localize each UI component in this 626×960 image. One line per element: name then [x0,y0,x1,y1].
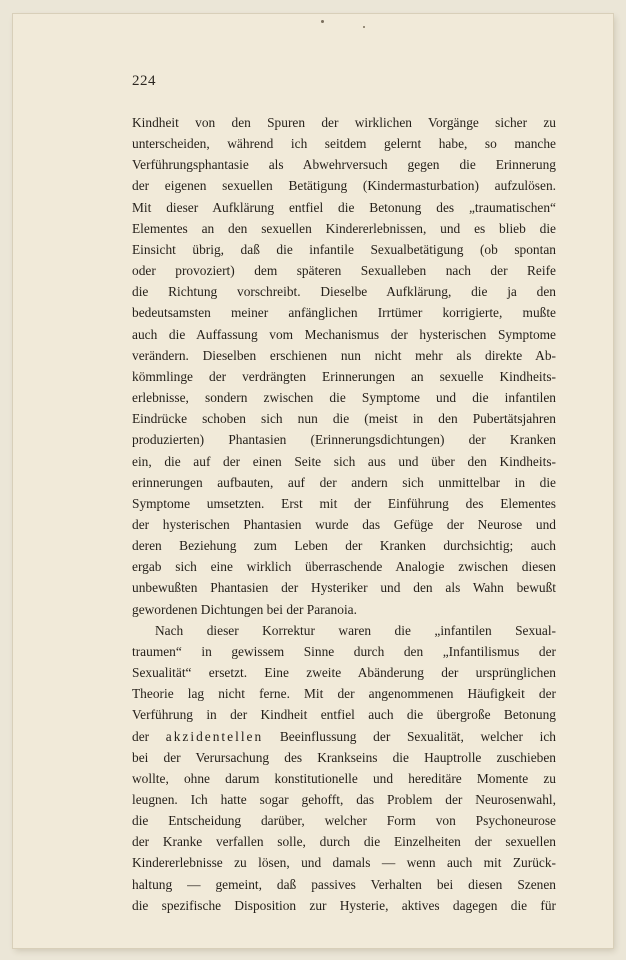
text-line: die spezifische Disposition zur Hysterie, aktives dagegen die für [132,897,556,913]
text-line: Elementes an den sexuellen Kindererlebnissen, und es blieb die [132,220,556,236]
text-line: die Richtung vorschreibt. Dieselbe Aufklärung, die ja den [132,284,556,300]
text-line: ein, die auf der einen Seite sich aus und über den Kindheits- [132,453,556,469]
text-line: Verführung in der Kindheit entfiel auch die übergroße Betonung [132,707,556,723]
text-line: Theorie lag nicht ferne. Mit der angenommenen Häufigkeit der [132,686,556,702]
text-line: produzierten) Phantasien (Erinnerungsdichtungen) der Kranken [132,432,556,448]
paragraph-start-line: Nach dieser Korrektur waren die „infantilen Sexual- [155,622,556,638]
page-number: 224 [132,73,156,89]
text-line: bedeutsamsten meiner anfänglichen Irrtümer korrigierte, mußte [132,305,556,321]
paper-speck [363,26,365,28]
text-line: der hysterischen Phantasien wurde das Gefüge der Neurose und [132,516,556,532]
text-line: der eigenen sexuellen Betätigung (Kindermasturbation) aufzulösen. [132,178,556,194]
text-line: der Kranke verfallen solle, durch die Einzelheiten der sexuellen [132,834,556,850]
text-line: deren Beziehung zum Leben der Kranken durchsichtig; auch [132,538,556,554]
text-line: Verführungsphantasie als Abwehrversuch gegen die Erinnerung [132,157,556,173]
text-line: oder provoziert) dem späteren Sexualleben nach der Reife [132,263,556,279]
text-line: kömmlinge der verdrängten Erinnerungen an sexuelle Kindheits- [132,368,556,384]
text-segment: der [132,728,150,744]
text-line: Kindheit von den Spuren der wirklichen Vorgänge sicher zu [132,115,556,130]
text-line-with-emphasis [132,726,556,747]
paragraph-end-line: gewordenen Dichtungen bei der Paranoia. [132,601,357,617]
text-line: unbewußten Phantasien der Hysteriker und den als Wahn bewußt [132,580,556,596]
text-line: Sexualität“ ersetzt. Eine zweite Abänderung der ursprünglichen [132,665,556,681]
text-line: erinnerungen aufbauten, auf der andern sich unmittelbar in die [132,474,556,490]
paper-speck [321,20,324,23]
text-line: verändern. Dieselben erschienen nun nicht mehr als direkte Ab- [132,347,556,363]
body-text [132,112,556,916]
text-line: Einsicht übrig, daß die infantile Sexualbetätigung (ob spontan [132,241,556,257]
text-line: auch die Auffassung vom Mechanismus der hysterischen Symptome [132,326,556,342]
text-line: traumen“ in gewissem Sinne durch den „Infantilismus der [132,643,556,659]
text-line: haltung — gemeint, daß passives Verhalten bei diesen Szenen [132,876,556,892]
text-line: Symptome umsetzten. Erst mit der Einführung des Elementes [132,495,556,511]
text-line: leugnen. Ich hatte sogar gehofft, das Problem der Neurosenwahl, [132,792,556,807]
text-segment: Beeinflussung der Sexualität, welcher ich [279,728,556,744]
text-line: die Entscheidung darüber, welcher Form von Psychoneurose [132,813,556,829]
text-line: Mit dieser Aufklärung entfiel die Betonung des „traumatischen“ [132,199,556,215]
text-line: erlebnisse, sondern zwischen die Symptome und die infantilen [132,390,556,406]
text-line: bei der Verursachung des Krankseins die Hauptrolle zuschieben [132,749,556,765]
text-line: ergab sich eine wirklich überraschende Analogie zwischen diesen [132,559,556,575]
text-line: unterscheiden, während ich seitdem gelernt habe, so manche [132,136,556,152]
text-line: Kindererlebnisse zu lösen, und damals — wenn auch mit Zurück- [132,855,556,871]
emphasized-word: akzidentellen [165,728,264,744]
text-line: Eindrücke schoben sich nun die (meist in den Pubertätsjahren [132,411,556,427]
text-line: wollte, ohne darum konstitutionelle und hereditäre Momente zu [132,770,556,786]
